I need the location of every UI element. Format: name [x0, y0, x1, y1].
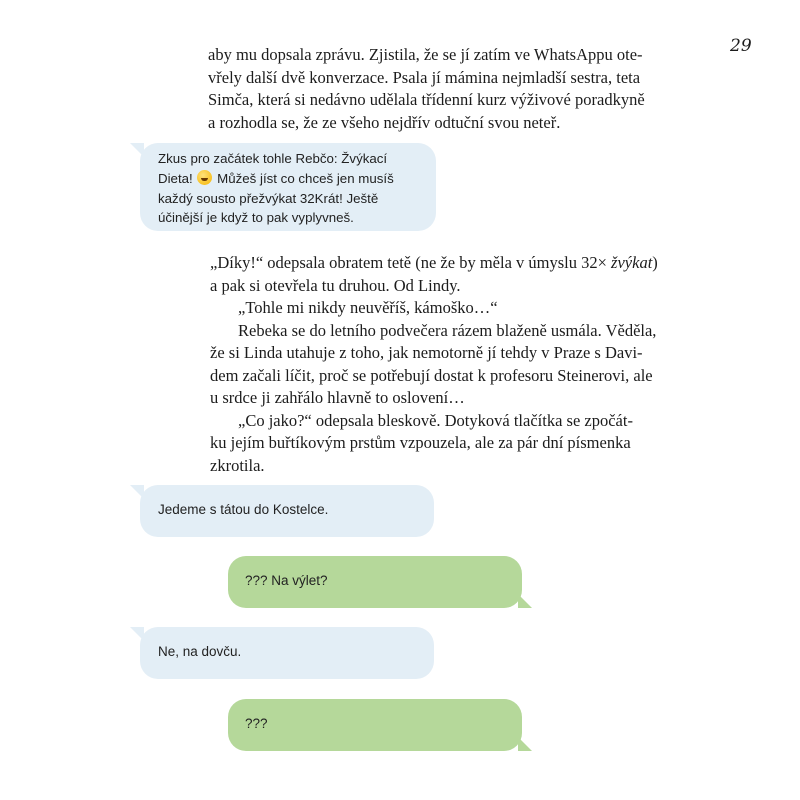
chat-bubble-outgoing [228, 556, 522, 608]
bubble-tail [130, 143, 144, 157]
chat-bubble-outgoing [228, 699, 522, 751]
paragraph-middle [210, 252, 694, 477]
text-line: „Co jako?“ odepsala bleskově. Dotyková tlačítka se zpočát- [238, 410, 633, 430]
text-line: vřely další dvě konverzace. Psala jí mámina nejmladší sestra, teta [208, 67, 641, 87]
message-line: Dieta! Můžeš jíst co chceš jen musíš [158, 170, 394, 186]
text-line: „Díky!“ odepsala obratem tetě (ne že by měla v úmyslu 32× žvýkat) [210, 253, 658, 272]
message-text: ??? Na výlet? [245, 573, 328, 588]
text-line: u srdce ji zahřálo hlavně to oslovení… [210, 388, 465, 407]
bubble-tail [518, 737, 532, 751]
message-text: ??? [245, 716, 268, 731]
page-number: 29 [730, 36, 752, 56]
text-line: Simča, která si nedávno udělala třídenní kurz výživové poradkyně [208, 90, 645, 109]
message-line: Zkus pro začátek tohle Rebčo: Žvýkací [158, 151, 388, 166]
paragraph-top [208, 44, 690, 134]
text-line: Rebeka se do letního podvečera rázem blaženě usmála. Věděla, [238, 320, 657, 340]
chat-bubble-incoming [140, 485, 434, 537]
message-text: Jedeme s tátou do Kostelce. [158, 502, 329, 517]
text-line: že si Linda utahuje z toho, jak nemotorně jí tehdy v Praze s Davi- [210, 343, 643, 362]
chat-bubble-incoming [140, 627, 434, 679]
bubble-tail [130, 485, 144, 499]
bubble-tail [518, 594, 532, 608]
grinning-face-emoji [197, 170, 212, 185]
message-line: účinější je když to pak vyplyvneš. [158, 210, 354, 226]
text-line: zkrotila. [210, 455, 265, 475]
chat-bubble-incoming [140, 143, 436, 231]
text-line: a pak si otevřela tu druhou. Od Lindy. [210, 275, 461, 295]
text-line: ku jejím buřtíkovým prstům vzpouzela, ale za pár dní písmenka [210, 433, 631, 452]
text-line: aby mu dopsala zprávu. Zjistila, že se jí zatím ve WhatsAppu ote- [208, 45, 643, 64]
text-line: „Tohle mi nikdy neuvěříš, kámoško…“ [238, 298, 498, 317]
message-line: každý sousto přežvýkat 32Krát! Ještě [158, 190, 379, 206]
bubble-tail [130, 627, 144, 641]
text-line: dem začali líčit, proč se potřebují dostat k profesoru Steinerovi, ale [210, 365, 653, 385]
message-text: Ne, na dovču. [158, 644, 242, 659]
text-line: a rozhodla se, že ze všeho nejdřív odtuční svou neteř. [208, 112, 561, 132]
